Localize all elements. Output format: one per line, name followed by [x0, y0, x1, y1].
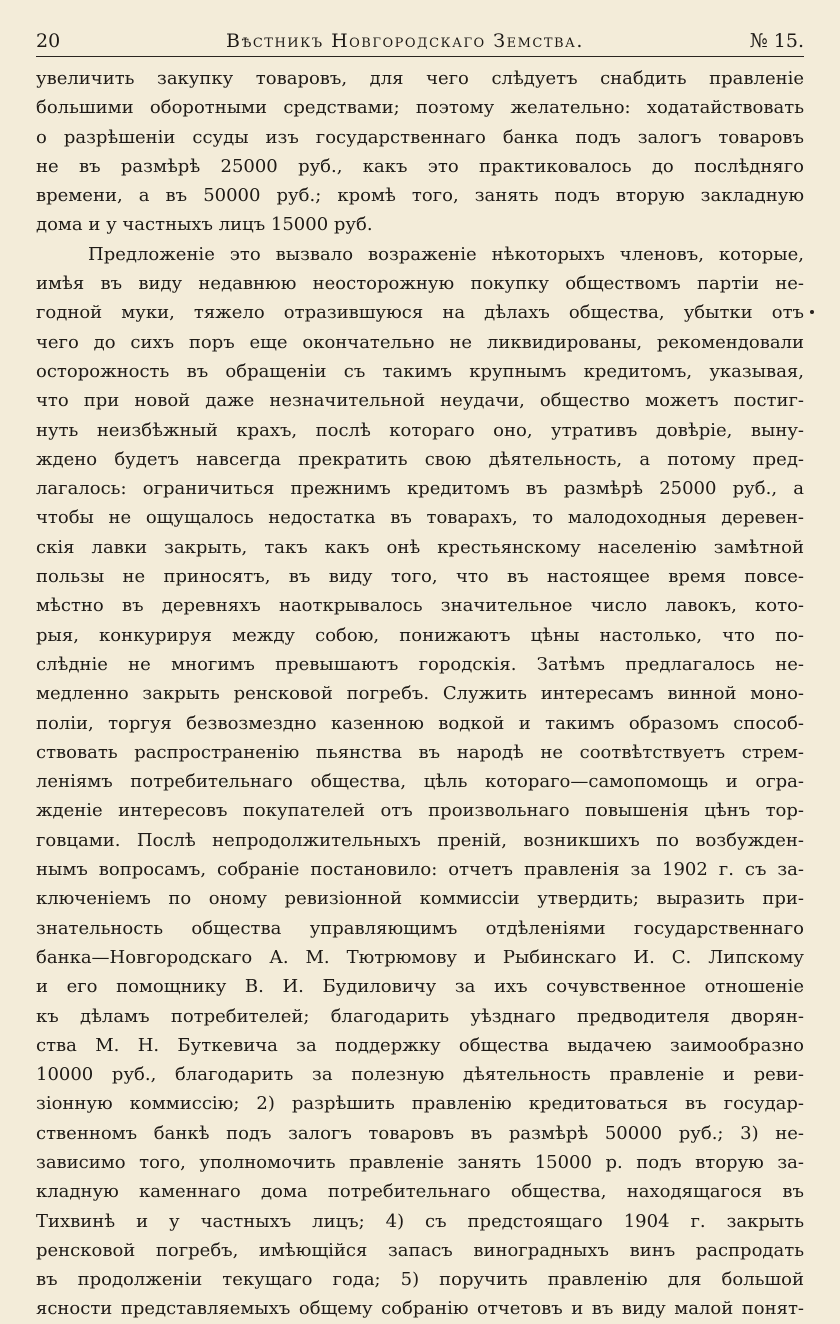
text-line: рыя, конкурируя между собою, понижаютъ цѣны настолько, что по-	[36, 624, 804, 646]
issue-number: № 15.	[749, 30, 804, 52]
text-line: осторожность въ обращеніи съ такимъ крупнымъ кредитомъ, указывая,	[36, 360, 804, 382]
text-line: леніямъ потребительнаго общества, цѣль котораго—самопомощь и огра-	[36, 771, 804, 793]
text-line: лагалось: ограничиться прежнимъ кредитомъ въ размѣрѣ 25000 руб., а	[36, 478, 804, 500]
text-line: нуть неизбѣжный крахъ, послѣ котораго оно, утративъ довѣріе, выну-	[36, 419, 804, 441]
text-line: увеличить закупку товаровъ, для чего слѣдуетъ снабдить правленіе	[36, 68, 804, 89]
margin-mark	[810, 310, 814, 314]
text-line: ждено будетъ навсегда прекратить свою дѣятельность, а потому пред-	[36, 448, 804, 470]
text-line: зависимо того, уполномочить правленіе занять 15000 р. подъ вторую за-	[36, 1151, 804, 1173]
text-line: что при новой даже незначительной неудачи, общество можетъ постиг-	[36, 390, 804, 412]
text-line: жденіе интересовъ покупателей отъ произвольнаго повышенія цѣнъ тор-	[36, 800, 804, 822]
text-line: знательность общества управляющимъ отдѣленіями государственнаго	[36, 917, 804, 939]
journal-title: Вѣстникъ Новгородскаго Земства.	[225, 30, 584, 52]
text-line: ства М. Н. Буткевича за поддержку общества выдачею заимообразно	[36, 1034, 804, 1056]
text-line: мѣстно въ деревняхъ наоткрывалось значительное число лавокъ, кото-	[36, 595, 804, 617]
text-line: годной муки, тяжело отразившуюся на дѣлахъ общества, убытки отъ	[36, 302, 804, 324]
running-header	[36, 18, 804, 57]
text-line: ключеніемъ по оному ревизіонной коммиссіи утвердить; выразить при-	[36, 888, 804, 910]
text-line: о разрѣшеніи ссуды изъ государственнаго банка подъ залогъ товаровъ	[36, 126, 804, 148]
text-line: не въ размѣрѣ 25000 руб., какъ это практиковалось до послѣдняго	[36, 155, 804, 177]
text-line: банка—Новгородскаго А. М. Тютрюмову и Рыбинскаго И. С. Липскому	[36, 946, 804, 968]
body-text	[36, 64, 804, 1324]
page-number: 20	[36, 30, 61, 52]
text-line: поліи, торгуя безвозмездно казенною водкой и такимъ образомъ способ-	[36, 712, 804, 734]
text-line: времени, а въ 50000 руб.; кромѣ того, занять подъ вторую закладную	[36, 185, 804, 207]
text-line: ясности представляемыхъ общему собранію отчетовъ и въ виду малой понят-	[36, 1298, 804, 1320]
text-line: говцами. Послѣ непродолжительныхъ преній, возникшихъ по возбужден-	[36, 829, 804, 851]
text-line: ственномъ банкѣ подъ залогъ товаровъ въ размѣрѣ 50000 руб.; 3) не-	[36, 1122, 804, 1144]
text-line: медленно закрыть ренсковой погребъ. Служить интересамъ винной моно-	[36, 683, 804, 705]
text-line: и его помощнику В. И. Будиловичу за ихъ сочувственное отношеніе	[36, 976, 804, 998]
text-line: зіонную коммиссію; 2) разрѣшить правленію кредитоваться въ государ-	[36, 1093, 804, 1115]
text-line: къ дѣламъ потребителей; благодарить уѣзднаго предводителя дворян-	[36, 1005, 804, 1027]
text-line: большими оборотными средствами; поэтому желательно: ходатайствовать	[36, 97, 804, 119]
text-line: 10000 руб., благодарить за полезную дѣятельность правленіе и реви-	[36, 1064, 804, 1086]
text-line: чтобы не ощущалось недостатка въ товарахъ, то малодоходныя деревен-	[36, 507, 804, 529]
paragraph-start-line: Предложеніе это вызвало возраженіе нѣкоторыхъ членовъ, которые,	[88, 243, 804, 265]
text-line: нымъ вопросамъ, собраніе постановило: отчетъ правленія за 1902 г. съ за-	[36, 859, 804, 881]
text-line: кладную каменнаго дома потребительнаго общества, находящагося въ	[36, 1181, 804, 1203]
text-line: слѣдніе не многимъ превышаютъ городскія. Затѣмъ предлагалось не-	[36, 653, 804, 675]
text-line: ствовать распространенію пьянства въ народѣ не соотвѣтствуетъ стрем-	[36, 741, 804, 763]
text-line: Тихвинѣ и у частныхъ лицъ; 4) съ предстоящаго 1904 г. закрыть	[36, 1210, 804, 1232]
text-line: скія лавки закрыть, такъ какъ онѣ крестьянскому населенію замѣтной	[36, 536, 804, 558]
paragraph-end-line: дома и у частныхъ лицъ 15000 руб.	[36, 214, 373, 236]
text-line: имѣя въ виду недавнюю неосторожную покупку обществомъ партіи не-	[36, 273, 804, 295]
text-line: ренсковой погребъ, имѣющійся запасъ виноградныхъ винъ распродать	[36, 1239, 804, 1261]
text-line: чего до сихъ поръ еще окончательно не ликвидированы, рекомендовали	[36, 331, 804, 353]
text-line: пользы не приносятъ, въ виду того, что въ настоящее время повсе-	[36, 566, 804, 588]
text-line: въ продолженіи текущаго года; 5) поручить правленію для большой	[36, 1269, 804, 1291]
